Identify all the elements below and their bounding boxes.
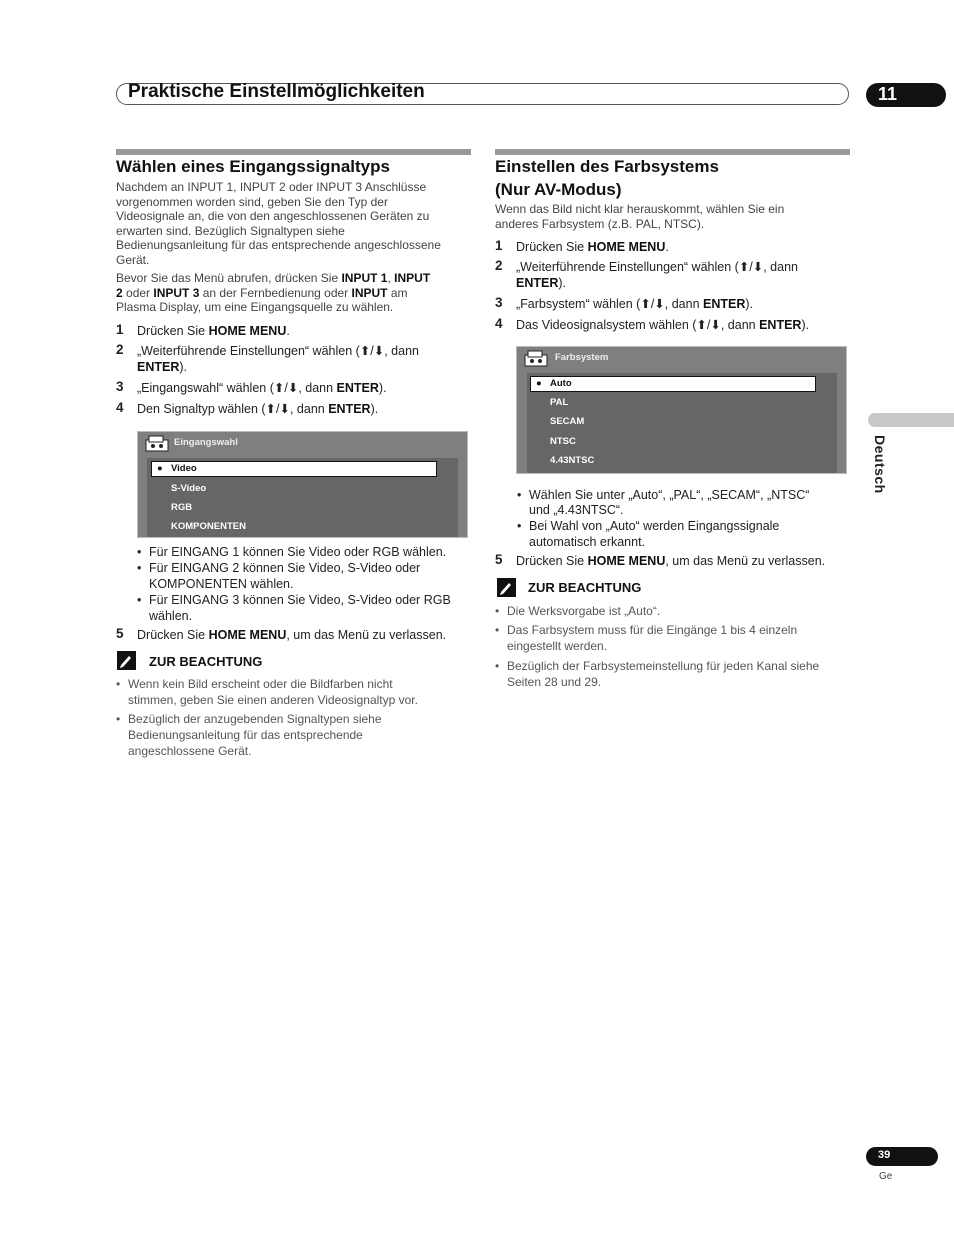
step-5-right: 5 Drücken Sie HOME MENU, um das Menü zu verlassen. bbox=[495, 552, 826, 568]
note-icon bbox=[497, 578, 516, 597]
chapter-badge bbox=[866, 83, 946, 107]
intro-line: vorgenommen worden sind, geben Sie den Typ der bbox=[116, 194, 388, 209]
bullets-left bbox=[149, 544, 479, 624]
page-number: 39 bbox=[878, 1149, 891, 1161]
up-down-arrows-icon: ⬆/⬇ bbox=[265, 402, 290, 416]
steps-left: 1 Drücken Sie HOME MENU. 2 „Weiterführende Einstellungen“ wählen (⬆/⬇, dann ENTER). 3 „Eingangswahl“ wählen (⬆/⬇, dann ENTER). 4 Den Signaltyp wählen (⬆/⬇, dann ENTER). bbox=[116, 322, 419, 416]
menu-item-443ntsc[interactable]: 4.43NTSC bbox=[550, 455, 595, 466]
note-item: • Bezüglich der anzugebenden Signaltypen siehe bbox=[128, 711, 382, 727]
list-item: • Für EINGANG 1 können Sie Video oder RGB wählen. bbox=[149, 544, 446, 560]
section-subheading-right: (Nur AV-Modus) bbox=[495, 180, 622, 199]
selected-dot-icon: ● bbox=[536, 378, 542, 389]
list-item: • Für EINGANG 2 können Sie Video, S-Video oder bbox=[149, 560, 420, 576]
steps-right: 1 Drücken Sie HOME MENU. 2 „Weiterführende Einstellungen“ wählen (⬆/⬇, dann ENTER). 3 „Farbsystem“ wählen (⬆/⬇, dann ENTER). 4 Das Videosignalsystem wählen (⬆/⬇, dann ENTER). bbox=[495, 238, 810, 332]
list-item-cont: wählen. bbox=[149, 609, 193, 623]
up-down-arrows-icon: ⬆/⬇ bbox=[738, 260, 764, 274]
intro-right bbox=[495, 202, 855, 231]
note-item: • Wenn kein Bild erscheint oder die Bildfarben nicht bbox=[128, 676, 393, 692]
note-heading: ZUR BEACHTUNG bbox=[149, 654, 263, 669]
menu-item-pal[interactable]: PAL bbox=[550, 397, 569, 408]
note-item-cont: Seiten 28 und 29. bbox=[507, 675, 602, 689]
list-item: • Wählen Sie unter „Auto“, „PAL“, „SECAM“, „NTSC“ bbox=[529, 487, 809, 503]
list-item-cont: und „4.43NTSC“. bbox=[529, 503, 624, 517]
language-label: Deutsch bbox=[872, 435, 888, 494]
remote-icon bbox=[144, 434, 172, 454]
color-system-menu bbox=[516, 346, 847, 474]
before-menu-text bbox=[116, 271, 476, 315]
before-line-1: Bevor Sie das Menü abrufen, drücken Sie INPUT 1, INPUT bbox=[116, 271, 431, 285]
remote-icon bbox=[523, 349, 551, 369]
note-item-cont: Bedienungsanleitung für das entsprechende bbox=[128, 728, 363, 742]
page-number-badge bbox=[866, 1147, 938, 1166]
note-item-cont: stimmen, geben Sie einen anderen Videosignaltyp vor. bbox=[128, 693, 418, 707]
up-down-arrows-icon: ⬆/⬇ bbox=[696, 318, 721, 332]
menu-item-rgb[interactable]: RGB bbox=[171, 502, 193, 513]
intro-line: Nachdem an INPUT 1, INPUT 2 oder INPUT 3 Anschlüsse bbox=[116, 180, 427, 194]
selected-dot-icon: ● bbox=[157, 463, 163, 474]
note-item: • Die Werksvorgabe ist „Auto“. bbox=[507, 603, 660, 619]
menu-item-auto[interactable]: Auto bbox=[550, 378, 572, 389]
before-line-3: Plasma Display, um eine Eingangsquelle zu wählen. bbox=[116, 300, 394, 315]
language-label-box bbox=[872, 435, 894, 515]
menu-title: Eingangswahl bbox=[174, 437, 238, 448]
menu-item-video[interactable]: Video bbox=[171, 463, 197, 474]
note-item: • Bezüglich der Farbsystemeinstellung für jeden Kanal siehe bbox=[507, 658, 819, 674]
page-title: Praktische Einstellmöglichkeiten bbox=[128, 81, 425, 102]
menu-item-komponenten[interactable]: KOMPONENTEN bbox=[171, 521, 246, 532]
section-rule-left bbox=[116, 149, 471, 155]
intro-line: anderes Farbsystem (z.B. PAL, NTSC). bbox=[495, 216, 705, 231]
intro-line: Bedienungsanleitung für das entsprechende angeschlossene bbox=[116, 238, 441, 253]
menu-item-ntsc[interactable]: NTSC bbox=[550, 436, 576, 447]
step-5-left: 5 Drücken Sie HOME MENU, um das Menü zu verlassen. bbox=[116, 626, 447, 642]
bullets-right bbox=[529, 487, 849, 552]
list-item: • Bei Wahl von „Auto“ werden Eingangssignale bbox=[529, 518, 779, 534]
list-item-cont: KOMPONENTEN wählen. bbox=[149, 577, 294, 591]
before-line-2: 2 oder INPUT 3 an der Fernbedienung oder INPUT am bbox=[116, 285, 408, 300]
input-select-menu bbox=[137, 431, 468, 538]
language-code: Ge bbox=[879, 1171, 893, 1182]
menu-item-secam[interactable]: SECAM bbox=[550, 416, 585, 427]
section-heading-left: Wählen eines Eingangssignaltyps bbox=[116, 157, 390, 176]
intro-line: Gerät. bbox=[116, 252, 150, 267]
note-item: • Das Farbsystem muss für die Eingänge 1 bis 4 einzeln bbox=[507, 622, 797, 638]
note-heading: ZUR BEACHTUNG bbox=[528, 580, 642, 595]
section-heading-right: Einstellen des Farbsystems bbox=[495, 157, 719, 176]
section-rule-right bbox=[495, 149, 850, 155]
language-tab bbox=[868, 413, 954, 427]
intro-line: erwarten sind. Bezüglich Signaltypen siehe bbox=[116, 223, 345, 238]
list-item: • Für EINGANG 3 können Sie Video, S-Video oder RGB bbox=[149, 592, 451, 608]
menu-selection-highlight[interactable] bbox=[530, 376, 816, 392]
intro-left bbox=[116, 180, 476, 268]
intro-line: Wenn das Bild nicht klar herauskommt, wählen Sie ein bbox=[495, 202, 785, 216]
list-item-cont: automatisch erkannt. bbox=[529, 535, 646, 549]
note-icon bbox=[117, 651, 136, 670]
menu-item-svideo[interactable]: S-Video bbox=[171, 483, 207, 494]
up-down-arrows-icon: ⬆/⬇ bbox=[359, 344, 385, 358]
notes-right bbox=[507, 603, 852, 693]
up-down-arrows-icon: ⬆/⬇ bbox=[640, 297, 665, 311]
menu-title: Farbsystem bbox=[555, 352, 609, 363]
chapter-number: 11 bbox=[878, 84, 898, 104]
up-down-arrows-icon: ⬆/⬇ bbox=[273, 381, 299, 395]
notes-left bbox=[128, 676, 473, 766]
intro-line: Videosignale an, die von den angeschlossenen Geräten zu bbox=[116, 209, 430, 224]
note-item-cont: angeschlossene Gerät. bbox=[128, 744, 252, 758]
note-item-cont: eingestellt werden. bbox=[507, 639, 608, 653]
